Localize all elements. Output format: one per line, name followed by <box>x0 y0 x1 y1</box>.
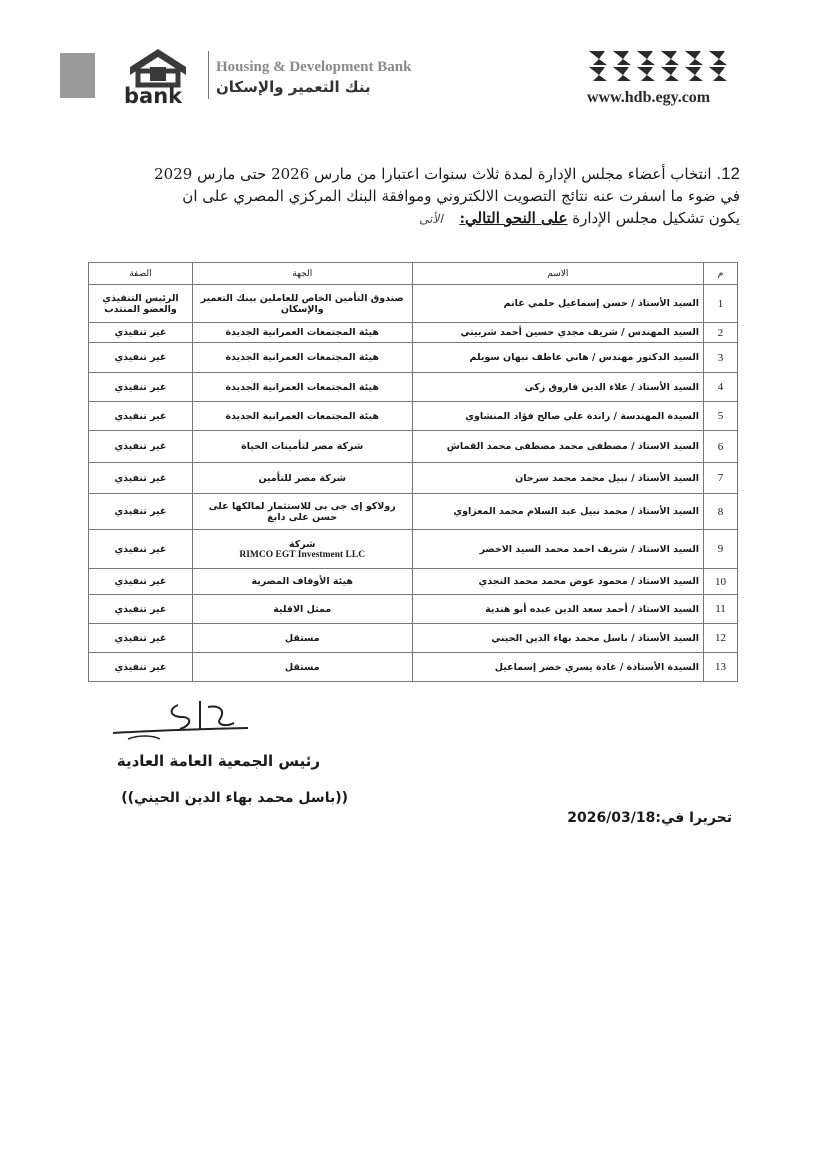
row-name: السيد الأستاذ / نبيل محمد محمد سرحان <box>412 463 703 494</box>
row-name: السيد الأستاذ / حسن إسماعيل حلمي غانم <box>412 285 703 323</box>
row-num: 7 <box>704 463 738 494</box>
row-entity: مستقل <box>192 653 412 682</box>
row-name: السيد الاستاذ / شريف احمد محمد السيد الاخضر <box>412 530 703 569</box>
intro-line-3-underlined: على النحو التالي: <box>459 209 568 227</box>
issue-date <box>520 810 732 826</box>
date-value: 2026/03/18 <box>567 810 656 826</box>
row-entity: رولاكو إى جى بى للاستثمار لمالكها على حسن على دابغ <box>192 494 412 530</box>
board-members-table <box>88 262 738 682</box>
row-entity: هيئة المجتمعات العمرانية الجديدة <box>192 402 412 431</box>
table-row <box>89 373 738 402</box>
row-num: 6 <box>704 431 738 463</box>
table-row <box>89 624 738 653</box>
row-entity: هيئة الأوقاف المصرية <box>192 569 412 595</box>
header-name: الاسم <box>412 263 703 285</box>
row-entity: ممثل الاقلية <box>192 595 412 624</box>
letterhead <box>60 45 750 115</box>
table-row <box>89 463 738 494</box>
table-row <box>89 285 738 323</box>
row-entity: مستقل <box>192 624 412 653</box>
row-name: السيد المهندس / شريف مجدي حسين أحمد شربيني <box>412 323 703 343</box>
bank-name-english: Housing & Development Bank <box>216 59 412 75</box>
row-name: السيدة المهندسة / راندة علي صالح فؤاد المنشاوي <box>412 402 703 431</box>
row-entity: هيئة المجتمعات العمرانية الجديدة <box>192 323 412 343</box>
row-status: غير تنفيذي <box>89 569 193 595</box>
row-name: السيد الاستاذ / مصطفى محمد مصطفى محمد القماش <box>412 431 703 463</box>
row-entity: هيئة المجتمعات العمرانية الجديدة <box>192 343 412 373</box>
handwritten-signature-icon <box>108 695 258 745</box>
row-name: السيدة الأستاذة / غادة يسري خضر إسماعيل <box>412 653 703 682</box>
signature-name: ((باسل محمد بهاء الدين الحيني)) <box>121 790 348 806</box>
table-row <box>89 595 738 624</box>
signature-title: رئيس الجمعية العامة العادية <box>116 752 320 770</box>
table-row <box>89 494 738 530</box>
bank-website: www.hdb.egy.com <box>587 89 711 106</box>
row-entity-arabic: شركة <box>288 538 316 550</box>
bank-name-arabic: بنك التعمير والإسكان <box>216 78 371 96</box>
row-name: السيد الأستاذ / علاء الدين فاروق زكي <box>412 373 703 402</box>
row-status: غير تنفيذي <box>89 343 193 373</box>
row-num: 3 <box>704 343 738 373</box>
row-num: 9 <box>704 530 738 569</box>
row-status: غير تنفيذي <box>89 323 193 343</box>
table-header-row <box>89 263 738 285</box>
intro-line-1-text: انتخاب أعضاء مجلس الإدارة لمدة ثلاث سنوات اعتبارا من مارس 2026 حتى مارس 2029 <box>154 165 712 183</box>
row-status: غير تنفيذي <box>89 463 193 494</box>
row-status: غير تنفيذي <box>89 373 193 402</box>
grey-block-decoration <box>60 53 95 98</box>
table-row <box>89 343 738 373</box>
row-num: 11 <box>704 595 738 624</box>
handwritten-note: الأتى <box>419 212 443 226</box>
row-num: 5 <box>704 402 738 431</box>
row-num: 2 <box>704 323 738 343</box>
row-status: غير تنفيذي <box>89 653 193 682</box>
table-row <box>89 323 738 343</box>
intro-line-3 <box>100 207 740 230</box>
row-num: 1 <box>704 285 738 323</box>
row-num: 10 <box>704 569 738 595</box>
row-name: السيد الاستاذ / أحمد سعد الدين عبده أبو هندية <box>412 595 703 624</box>
row-name: السيد الأستاذ / محمد نبيل عبد السلام محمد المعزاوي <box>412 494 703 530</box>
header-divider <box>208 51 209 99</box>
row-entity-latin: RIMCO EGT Investment LLC <box>239 549 366 560</box>
row-status: غير تنفيذي <box>89 595 193 624</box>
header-num: م <box>704 263 738 285</box>
table-row <box>89 402 738 431</box>
header-status: الصفة <box>89 263 193 285</box>
row-entity <box>192 530 412 569</box>
intro-line-3-text: يكون تشكيل مجلس الإدارة <box>572 209 740 227</box>
row-entity: شركة مصر للتأمين <box>192 463 412 494</box>
row-num: 4 <box>704 373 738 402</box>
item-number: 12. <box>716 164 740 183</box>
date-label: تحريرا في: <box>655 810 732 826</box>
table-row <box>89 530 738 569</box>
row-entity: هيئة المجتمعات العمرانية الجديدة <box>192 373 412 402</box>
row-status: غير تنفيذي <box>89 530 193 569</box>
row-status: الرئيس التنفيذي والعضو المنتدب <box>89 285 193 323</box>
table-row <box>89 431 738 463</box>
row-entity: شركة مصر لتأمينات الحياة <box>192 431 412 463</box>
table-row <box>89 653 738 682</box>
row-status: غير تنفيذي <box>89 624 193 653</box>
intro-line-1 <box>100 163 740 185</box>
row-status: غير تنفيذي <box>89 431 193 463</box>
row-num: 12 <box>704 624 738 653</box>
row-num: 13 <box>704 653 738 682</box>
hdb-pattern-logo-icon <box>585 47 740 85</box>
row-status: غير تنفيذي <box>89 402 193 431</box>
intro-line-2: في ضوء ما اسفرت عنه نتائج التصويت الالكتروني وموافقة البنك المركزي المصري على ان <box>182 187 740 205</box>
resolution-paragraph <box>100 163 740 230</box>
row-entity: صندوق التأمين الخاص للعاملين بينك التعمير والإسكان <box>192 285 412 323</box>
row-name: السيد الدكتور مهندس / هاني عاطف نبهان سويلم <box>412 343 703 373</box>
row-name: السيد الاستاذ / محمود عوض محمد محمد النجدي <box>412 569 703 595</box>
bank-logo-word: bank <box>124 84 183 108</box>
table-row <box>89 569 738 595</box>
header-entity: الجهة <box>192 263 412 285</box>
row-num: 8 <box>704 494 738 530</box>
row-name: السيد الأستاذ / باسل محمد بهاء الدين الحيني <box>412 624 703 653</box>
row-status: غير تنفيذي <box>89 494 193 530</box>
